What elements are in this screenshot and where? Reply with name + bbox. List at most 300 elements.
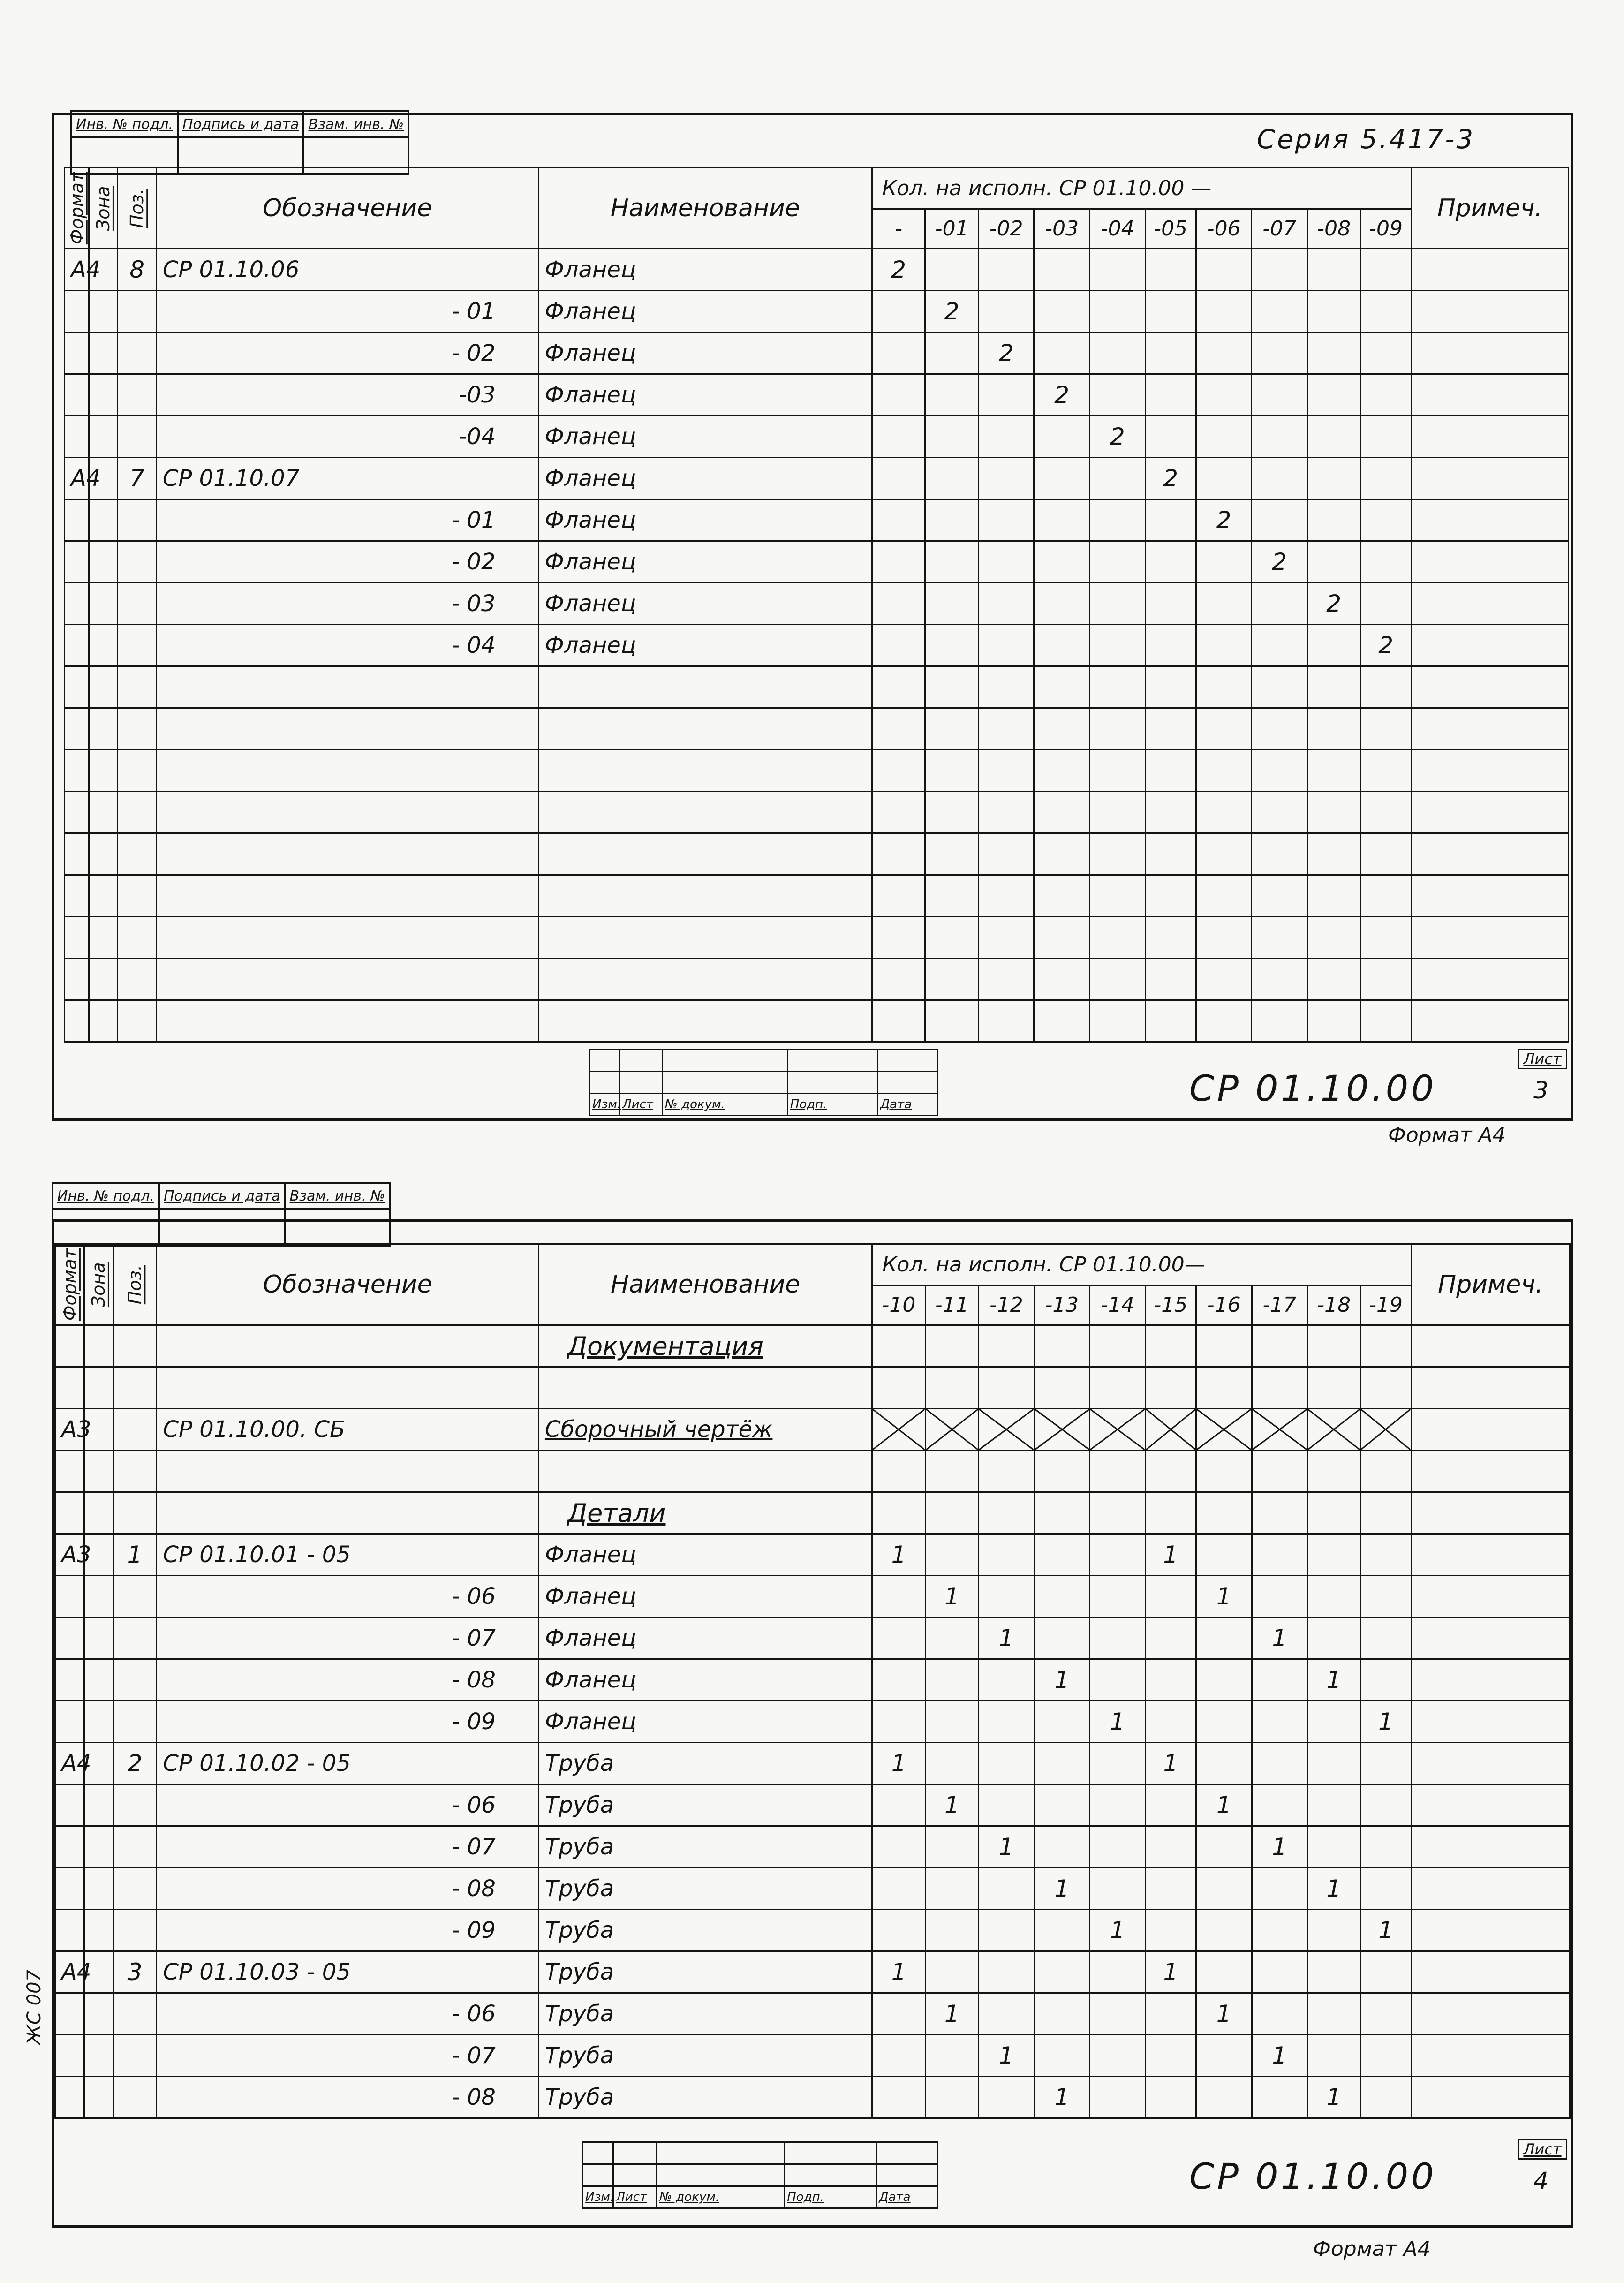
- empty-cell: [1360, 1000, 1411, 1042]
- empty-cell: [118, 1000, 156, 1042]
- cell-designation: - 08: [157, 1868, 538, 1910]
- empty-cell: [925, 708, 978, 750]
- empty-cell: [538, 1367, 872, 1409]
- qty-cell: [1034, 625, 1090, 666]
- qty-cell: [1090, 1618, 1146, 1659]
- cell-note: [1411, 1492, 1570, 1534]
- empty-cell: [978, 750, 1034, 792]
- cell-name: Сборочный чертёж: [538, 1409, 872, 1451]
- header-note: Примеч.: [1411, 1244, 1570, 1325]
- qty-cell: 1: [1034, 1659, 1090, 1701]
- tag-sign-label: Подпись и дата: [178, 111, 304, 137]
- empty-cell: [978, 917, 1034, 959]
- empty-cell: [65, 833, 89, 875]
- cell-format: А3: [55, 1534, 84, 1576]
- qty-cell: [1090, 1993, 1146, 2035]
- cell-pos: 2: [113, 1743, 157, 1784]
- qty-cell: [1034, 1534, 1090, 1576]
- qty-cell: [872, 1868, 925, 1910]
- cell-designation: - 08: [157, 2077, 538, 2118]
- empty-cell: [157, 1367, 538, 1409]
- cell-zone: [89, 583, 118, 625]
- empty-cell: [156, 1000, 538, 1042]
- empty-cell: [1145, 792, 1196, 833]
- cell-zone: [84, 1701, 113, 1743]
- format-label: Формат А4: [1388, 1123, 1506, 1147]
- qty-cell: [1196, 1492, 1252, 1534]
- header-name: Наименование: [538, 168, 872, 249]
- empty-cell: [1411, 959, 1568, 1000]
- cell-note: [1411, 1993, 1570, 2035]
- cell-format: [55, 1325, 84, 1367]
- empty-cell: [872, 833, 925, 875]
- header-pos: Поз.: [118, 168, 156, 249]
- table-row: [65, 249, 1569, 291]
- qty-cell: [925, 2035, 978, 2077]
- empty-cell: [1196, 917, 1252, 959]
- cell-zone: [89, 541, 118, 583]
- qty-cell: 1: [979, 1618, 1035, 1659]
- qty-col-header: -03: [1034, 209, 1090, 249]
- cell-designation: СР 01.10.02 - 05: [157, 1743, 538, 1784]
- empty-cell: [1090, 875, 1146, 917]
- cell-format: [55, 1618, 84, 1659]
- title-block-stamp: [582, 2141, 938, 2209]
- empty-cell: [1034, 1000, 1090, 1042]
- qty-cell: [1252, 1993, 1307, 2035]
- qty-cell: 1: [925, 1576, 978, 1618]
- empty-cell: [89, 917, 118, 959]
- qty-cell: [1196, 583, 1252, 625]
- qty-cell: [1307, 458, 1360, 499]
- cell-format: [65, 333, 89, 374]
- header-pos: Поз.: [113, 1244, 157, 1325]
- sheet-number: 3: [1533, 1077, 1548, 1104]
- qty-cell: 1: [1360, 1701, 1411, 1743]
- empty-cell: [156, 792, 538, 833]
- empty-cell: [89, 1000, 118, 1042]
- tag-repl-label: Взам. инв. №: [303, 111, 408, 137]
- qty-cell: 1: [1252, 2035, 1307, 2077]
- cell-zone: [84, 1910, 113, 1951]
- empty-cell: [1034, 708, 1090, 750]
- table-row: [55, 1492, 1570, 1534]
- empty-cell: [1252, 1451, 1307, 1492]
- qty-cell: [872, 416, 925, 458]
- empty-cell: [978, 959, 1034, 1000]
- cell-zone: [84, 1868, 113, 1910]
- cell-note: [1411, 2077, 1570, 2118]
- header-designation: Обозначение: [157, 1244, 538, 1325]
- qty-cell: 2: [1034, 374, 1090, 416]
- qty-cell: [979, 1993, 1035, 2035]
- cell-name: Труба: [538, 1951, 872, 1993]
- qty-col-header: -10: [872, 1285, 925, 1325]
- qty-cell: [872, 1576, 925, 1618]
- cell-name: Фланец: [538, 625, 872, 666]
- cell-format: [55, 1576, 84, 1618]
- empty-cell: [1034, 959, 1090, 1000]
- cell-format: [55, 1492, 84, 1534]
- qty-col-header: -18: [1307, 1285, 1360, 1325]
- qty-cell: [872, 583, 925, 625]
- table-row: [55, 1784, 1570, 1826]
- qty-cell: [1145, 541, 1196, 583]
- qty-cell: [1090, 541, 1146, 583]
- cell-zone: [89, 499, 118, 541]
- qty-col-header: -14: [1090, 1285, 1146, 1325]
- qty-cell: [1090, 1492, 1146, 1534]
- empty-cell: [156, 750, 538, 792]
- spec-rows-sheet-4: [55, 1325, 1570, 2118]
- empty-cell: [925, 750, 978, 792]
- cell-name: Фланец: [538, 1701, 872, 1743]
- qty-cell: [1307, 1325, 1360, 1367]
- cell-note: [1411, 1826, 1570, 1868]
- qty-cell: [1090, 458, 1146, 499]
- qty-cell: [1034, 1325, 1090, 1367]
- stamp-label: № докум.: [662, 1094, 787, 1116]
- stamp-label: Изм.: [583, 2186, 613, 2208]
- table-row: [55, 1826, 1570, 1868]
- qty-cell: [872, 1492, 925, 1534]
- empty-cell: [156, 917, 538, 959]
- qty-cell: [1196, 1659, 1252, 1701]
- empty-cell: [925, 875, 978, 917]
- qty-cell: [1360, 541, 1411, 583]
- cell-note: [1411, 583, 1568, 625]
- qty-cell: [1196, 1868, 1252, 1910]
- cell-format: [55, 1826, 84, 1868]
- cell-zone: [84, 1659, 113, 1701]
- cross-mark-icon: [979, 1409, 1034, 1450]
- cell-format: [55, 1701, 84, 1743]
- cell-format: А4: [55, 1951, 84, 1993]
- table-row: [65, 1000, 1569, 1042]
- empty-cell: [1034, 917, 1090, 959]
- cell-pos: [113, 2077, 157, 2118]
- table-row: [55, 1576, 1570, 1618]
- qty-cell: [1090, 499, 1146, 541]
- stamp-label: Лист: [620, 1094, 663, 1116]
- table-row: [65, 541, 1569, 583]
- cross-mark-icon: [1253, 1409, 1307, 1450]
- qty-cell: [925, 583, 978, 625]
- cell-zone: [84, 1826, 113, 1868]
- not-applicable-cell: [1145, 1409, 1196, 1451]
- empty-cell: [1145, 708, 1196, 750]
- empty-cell: [113, 1367, 157, 1409]
- qty-cell: [1307, 333, 1360, 374]
- qty-cell: [978, 499, 1034, 541]
- cell-note: [1411, 1534, 1570, 1576]
- tag-sign-label: Подпись и дата: [159, 1183, 285, 1209]
- qty-cell: [1360, 1993, 1411, 2035]
- qty-cell: [872, 1325, 925, 1367]
- cell-note: [1411, 458, 1568, 499]
- empty-cell: [1196, 833, 1252, 875]
- spec-rows-sheet-3: [65, 249, 1569, 1042]
- qty-cell: [1034, 1826, 1090, 1868]
- cross-mark-icon: [1146, 1409, 1195, 1450]
- empty-cell: [1090, 1000, 1146, 1042]
- empty-cell: [113, 1451, 157, 1492]
- qty-col-header: -17: [1252, 1285, 1307, 1325]
- qty-cell: [1145, 1325, 1196, 1367]
- qty-cell: 1: [1307, 2077, 1360, 2118]
- empty-cell: [1145, 875, 1196, 917]
- cell-note: [1411, 1784, 1570, 1826]
- table-row: [65, 917, 1569, 959]
- qty-cell: 2: [1196, 499, 1252, 541]
- cell-pos: [113, 1993, 157, 2035]
- qty-cell: [1090, 1826, 1146, 1868]
- empty-cell: [84, 1367, 113, 1409]
- qty-cell: [1090, 1534, 1146, 1576]
- cell-designation: СР 01.10.00. СБ: [157, 1409, 538, 1451]
- qty-cell: [925, 1743, 978, 1784]
- cell-pos: [113, 1492, 157, 1534]
- qty-cell: [1307, 291, 1360, 333]
- cell-pos: [118, 333, 156, 374]
- cell-zone: [84, 1618, 113, 1659]
- empty-cell: [118, 708, 156, 750]
- qty-cell: [1090, 1784, 1146, 1826]
- cell-designation: - 07: [157, 1618, 538, 1659]
- cell-format: А4: [55, 1743, 84, 1784]
- cell-note: [1411, 541, 1568, 583]
- qty-cell: [1034, 1951, 1090, 1993]
- empty-cell: [1307, 750, 1360, 792]
- empty-cell: [118, 750, 156, 792]
- cell-zone: [84, 1492, 113, 1534]
- cell-designation: - 02: [156, 541, 538, 583]
- qty-cell: [1252, 583, 1307, 625]
- qty-col-header: -19: [1360, 1285, 1411, 1325]
- qty-cell: [1360, 1576, 1411, 1618]
- qty-cell: [1307, 1618, 1360, 1659]
- cell-name: Труба: [538, 1993, 872, 2035]
- qty-cell: [1090, 1325, 1146, 1367]
- cell-name: Труба: [538, 1784, 872, 1826]
- cell-zone: [84, 1325, 113, 1367]
- qty-cell: [1090, 333, 1146, 374]
- empty-cell: [1090, 833, 1146, 875]
- table-row: [55, 2077, 1570, 2118]
- empty-cell: [1411, 750, 1568, 792]
- qty-cell: [1307, 416, 1360, 458]
- qty-cell: [1196, 541, 1252, 583]
- qty-cell: 1: [1252, 1826, 1307, 1868]
- qty-cell: [1360, 1492, 1411, 1534]
- cell-format: [55, 2035, 84, 2077]
- empty-cell: [872, 1451, 925, 1492]
- qty-cell: [979, 1492, 1035, 1534]
- table-row: [55, 1993, 1570, 2035]
- empty-cell: [89, 792, 118, 833]
- stamp-label: Изм.: [590, 1094, 620, 1116]
- qty-cell: [979, 1910, 1035, 1951]
- table-row: [55, 1701, 1570, 1743]
- qty-cell: [1252, 249, 1307, 291]
- empty-cell: [118, 917, 156, 959]
- cell-note: [1411, 1659, 1570, 1701]
- table-row: [65, 333, 1569, 374]
- cell-name: Труба: [538, 1868, 872, 1910]
- cell-pos: [113, 1409, 157, 1451]
- qty-cell: 1: [925, 1993, 978, 2035]
- qty-cell: 1: [1307, 1659, 1360, 1701]
- empty-cell: [538, 1000, 872, 1042]
- stamp-label: Дата: [876, 2186, 938, 2208]
- qty-cell: [1145, 1492, 1196, 1534]
- qty-cell: [1252, 416, 1307, 458]
- qty-cell: [1196, 1701, 1252, 1743]
- cell-note: [1411, 2035, 1570, 2077]
- qty-cell: [978, 583, 1034, 625]
- table-row: [65, 708, 1569, 750]
- cell-name: Труба: [538, 1743, 872, 1784]
- empty-cell: [1411, 1000, 1568, 1042]
- qty-cell: [1307, 1826, 1360, 1868]
- not-applicable-cell: [872, 1409, 925, 1451]
- qty-cell: [1034, 291, 1090, 333]
- qty-cell: [1252, 1576, 1307, 1618]
- cell-zone: [84, 2035, 113, 2077]
- cell-pos: [118, 541, 156, 583]
- qty-cell: [1034, 458, 1090, 499]
- empty-cell: [1307, 1367, 1360, 1409]
- empty-cell: [65, 875, 89, 917]
- cell-zone: [89, 333, 118, 374]
- qty-cell: [925, 541, 978, 583]
- qty-cell: [1145, 625, 1196, 666]
- empty-cell: [1252, 792, 1307, 833]
- cell-designation: СР 01.10.07: [156, 458, 538, 499]
- table-row: [65, 458, 1569, 499]
- qty-cell: 1: [925, 1784, 978, 1826]
- tag-inv-label: Инв. № подл.: [71, 111, 178, 137]
- table-row: [65, 750, 1569, 792]
- empty-cell: [1252, 666, 1307, 708]
- empty-cell: [978, 1000, 1034, 1042]
- empty-cell: [1034, 792, 1090, 833]
- empty-cell: [1196, 708, 1252, 750]
- empty-cell: [55, 1367, 84, 1409]
- cell-zone: [84, 1784, 113, 1826]
- empty-cell: [1360, 1451, 1411, 1492]
- qty-cell: [1034, 541, 1090, 583]
- table-row: [65, 583, 1569, 625]
- empty-cell: [1252, 833, 1307, 875]
- empty-cell: [1411, 833, 1568, 875]
- empty-cell: [1145, 959, 1196, 1000]
- qty-cell: [1145, 1993, 1196, 2035]
- qty-cell: [979, 1534, 1035, 1576]
- not-applicable-cell: [1307, 1409, 1360, 1451]
- qty-cell: [1252, 1910, 1307, 1951]
- qty-cell: [1034, 1618, 1090, 1659]
- qty-col-header: -04: [1090, 209, 1146, 249]
- empty-cell: [1252, 750, 1307, 792]
- cell-pos: [113, 1784, 157, 1826]
- qty-cell: [978, 416, 1034, 458]
- stamp-label: Лист: [613, 2186, 657, 2208]
- qty-cell: [872, 2035, 925, 2077]
- spec-table-sheet-3: [64, 167, 1569, 1043]
- cell-pos: [113, 1910, 157, 1951]
- empty-cell: [1307, 708, 1360, 750]
- qty-cell: [1196, 1826, 1252, 1868]
- cell-note: [1411, 1325, 1570, 1367]
- qty-cell: [1196, 1951, 1252, 1993]
- empty-cell: [925, 792, 978, 833]
- cell-note: [1411, 249, 1568, 291]
- qty-cell: [872, 458, 925, 499]
- qty-cell: [1090, 2077, 1146, 2118]
- empty-cell: [89, 750, 118, 792]
- empty-cell: [118, 875, 156, 917]
- qty-cell: [925, 499, 978, 541]
- tag-repl-label: Взам. инв. №: [285, 1183, 390, 1209]
- cell-note: [1411, 374, 1568, 416]
- cell-pos: 7: [118, 458, 156, 499]
- empty-cell: [1252, 959, 1307, 1000]
- cell-designation: [157, 1492, 538, 1534]
- empty-cell: [1360, 708, 1411, 750]
- qty-cell: [1034, 1701, 1090, 1743]
- empty-cell: [538, 959, 872, 1000]
- qty-cell: [1360, 2077, 1411, 2118]
- cross-mark-icon: [1197, 1409, 1251, 1450]
- qty-cell: 1: [1196, 1993, 1252, 2035]
- cell-format: [55, 1784, 84, 1826]
- qty-cell: [925, 458, 978, 499]
- cell-note: [1411, 333, 1568, 374]
- qty-cell: [872, 1701, 925, 1743]
- cell-format: [55, 1659, 84, 1701]
- qty-cell: [1360, 333, 1411, 374]
- qty-cell: [872, 1618, 925, 1659]
- empty-cell: [118, 792, 156, 833]
- spec-table-sheet-4: [54, 1243, 1571, 2119]
- cell-designation: - 09: [157, 1910, 538, 1951]
- qty-cell: [1307, 1910, 1360, 1951]
- empty-cell: [978, 666, 1034, 708]
- tag-inv-label: Инв. № подл.: [53, 1183, 159, 1209]
- qty-cell: [872, 541, 925, 583]
- cell-designation: - 03: [156, 583, 538, 625]
- sheet-label: Лист: [1518, 2139, 1567, 2160]
- qty-cell: [1360, 1951, 1411, 1993]
- cell-zone: [89, 291, 118, 333]
- not-applicable-cell: [1196, 1409, 1252, 1451]
- empty-cell: [1090, 917, 1146, 959]
- table-row: [65, 875, 1569, 917]
- qty-cell: [925, 1325, 978, 1367]
- empty-cell: [89, 833, 118, 875]
- qty-cell: [978, 625, 1034, 666]
- cross-mark-icon: [1090, 1409, 1145, 1450]
- qty-cell: [1360, 1784, 1411, 1826]
- empty-cell: [156, 959, 538, 1000]
- qty-cell: [1252, 1534, 1307, 1576]
- qty-col-header: -05: [1145, 209, 1196, 249]
- empty-cell: [1360, 917, 1411, 959]
- cell-note: [1411, 1743, 1570, 1784]
- header-qty-group: Кол. на исполн. СР 01.10.00—: [872, 1244, 1411, 1285]
- qty-cell: [1360, 291, 1411, 333]
